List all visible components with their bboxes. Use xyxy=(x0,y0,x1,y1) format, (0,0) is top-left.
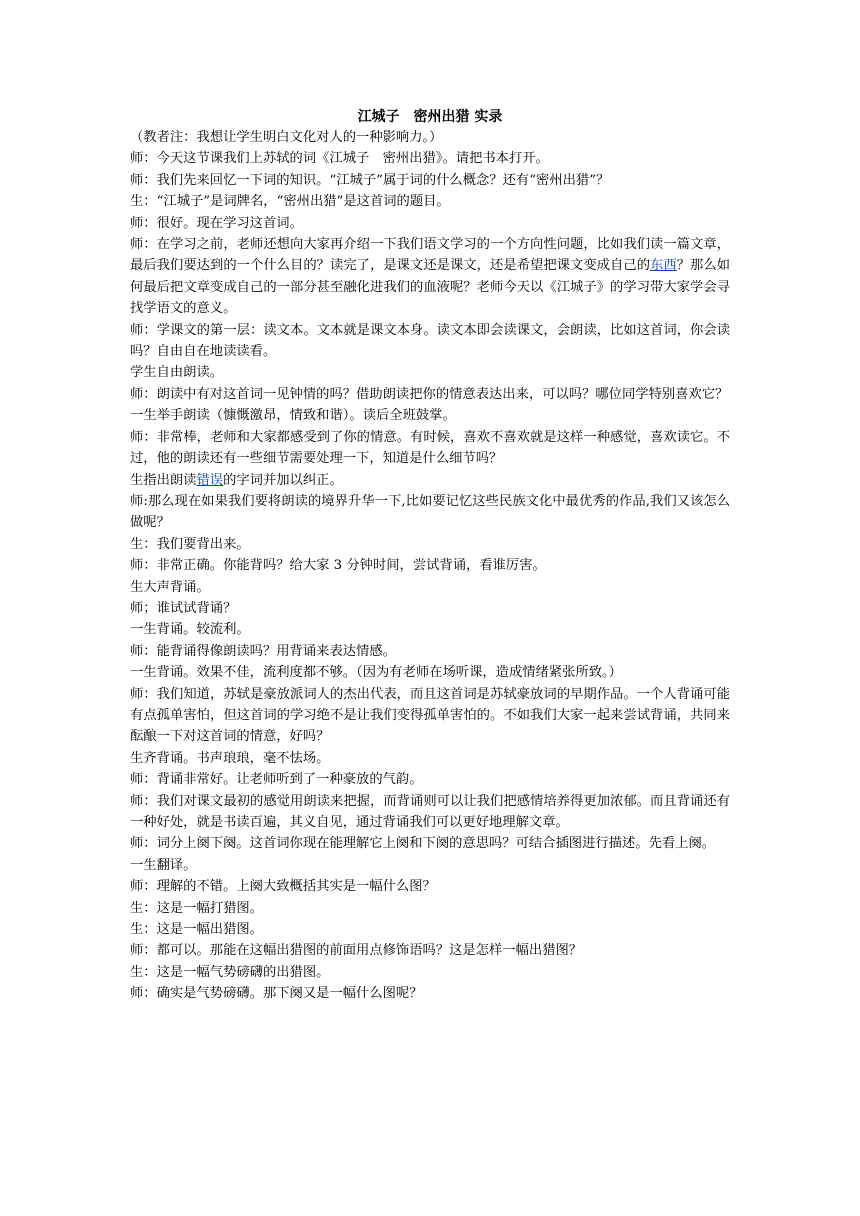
paragraph: 生：这是一幅出猎图。 xyxy=(130,922,263,938)
paragraph: 一生举手朗读（慷慨激昂，情致和谐）。读后全班鼓掌。 xyxy=(130,408,456,424)
paragraph: 生：我们要背出来。 xyxy=(130,536,250,552)
paragraph: 师：背诵非常好。让老师听到了一种豪放的气韵。 xyxy=(130,772,423,788)
paragraph: 师:那么现在如果我们要将朗读的境界升华一下,比如要记忆这些民族文化中最优秀的作品,我们又该怎么做呢？ xyxy=(130,493,730,531)
paragraph: 生齐背诵。书声琅琅，毫不怯场。 xyxy=(130,750,330,766)
paragraph: 生：这是一幅气势磅礴的出猎图。 xyxy=(130,964,330,980)
paragraph: 一生背诵。效果不佳，流利度都不够。（因为有老师在场听课，造成情绪紧张所致。） xyxy=(130,665,622,681)
paragraph: 学生自由朗读。 xyxy=(130,365,224,381)
hyperlink-cuowu[interactable]: 错误 xyxy=(196,472,224,488)
paragraph: 一生背诵。较流利。 xyxy=(130,622,250,638)
paragraph: 生：这是一幅打猎图。 xyxy=(130,900,263,916)
paragraph-with-link xyxy=(130,470,730,491)
paragraph: 师：理解的不错。上阕大致概括其实是一幅什么图？ xyxy=(130,879,436,895)
paragraph-with-link xyxy=(130,234,730,320)
document-title: 江城子 密州出猎 实录 xyxy=(357,109,503,125)
paragraph-text: 师：在学习之前，老师还想向大家再介绍一下我们语文学习的一个方向性问题，比如我们读一篇文章，最后我们要达到的一个什么目的？读完了，是课文还是课文，还是希望把课文变成自己的 xyxy=(130,237,730,274)
paragraph: 一生翻译。 xyxy=(130,857,197,873)
paragraph: 师：确实是气势磅礴。那下阕又是一幅什么图呢？ xyxy=(130,986,423,1002)
paragraph-text: 生指出朗读 xyxy=(130,472,197,488)
paragraph: 师：能背诵得像朗读吗？用背诵来表达情感。 xyxy=(130,643,396,659)
paragraph: 师：词分上阕下阕。这首词你现在能理解它上阕和下阕的意思吗？可结合插图进行描述。先看上阕。 xyxy=(130,836,716,852)
paragraph: 师：学课文的第一层：读文本。文本就是课文本身。读文本即会读课文，会朗读，比如这首词，你会读吗？自由自在地读读看。 xyxy=(130,322,730,360)
paragraph-text: 的字词并加以纠正。 xyxy=(223,472,343,488)
paragraph-text: ？那么如何最后把文章变成自己的一部分甚至融化进我们的血液呢？老师今天以《江城子》的学习带大家学会寻找学语文的意义。 xyxy=(130,258,731,317)
paragraph: 师：我们知道，苏轼是豪放派词人的杰出代表，而且这首词是苏轼豪放词的早期作品。一个人背诵可能有点孤单害怕，但这首词的学习绝不是让我们变得孤单害怕的。不如我们大家一起来尝试背诵，共同来酝酿一下对这首词的情意，好吗？ xyxy=(130,686,730,745)
paragraph: 师：都可以。那能在这幅出猎图的前面用点修饰语吗？这是怎样一幅出猎图？ xyxy=(130,943,583,959)
paragraph: 生大声背诵。 xyxy=(130,579,210,595)
paragraph: 师：我们对课文最初的感觉用朗读来把握，而背诵则可以让我们把感情培养得更加浓郁。而且背诵还有一种好处，就是书读百遍，其义自见，通过背诵我们可以更好地理解文章。 xyxy=(130,793,730,830)
paragraph: 师：非常棒，老师和大家都感受到了你的情意。有时候，喜欢不喜欢就是这样一种感觉，喜欢读它。不过，他的朗读还有一些细节需要处理一下，知道是什么细节吗？ xyxy=(130,429,730,467)
document-page xyxy=(130,108,730,1005)
paragraph: 生：“江城子”是词牌名，“密州出猎”是这首词的题目。 xyxy=(130,194,450,210)
paragraph: 师：今天这节课我们上苏轼的词《江城子 密州出猎》。请把书本打开。 xyxy=(130,151,549,167)
paragraph-teacher-note: （教者注：我想让学生明白文化对人的一种影响力。） xyxy=(130,130,443,145)
hyperlink-dongxi[interactable]: 东西 xyxy=(650,258,677,274)
paragraph: 师：非常正确。你能背吗？给大家 3 分钟时间，尝试背诵，看谁厉害。 xyxy=(130,558,546,574)
paragraph: 师：朗读中有对这首词一见钟情的吗？借助朗读把你的情意表达出来，可以吗？哪位同学特别喜欢它？ xyxy=(130,386,729,402)
paragraph: 师；谁试试背诵？ xyxy=(130,600,237,616)
paragraph: 师：我们先来回忆一下词的知识。“江城子”属于词的什么概念？还有“密州出猎”？ xyxy=(130,172,610,188)
paragraph: 师：很好。现在学习这首词。 xyxy=(130,215,303,231)
